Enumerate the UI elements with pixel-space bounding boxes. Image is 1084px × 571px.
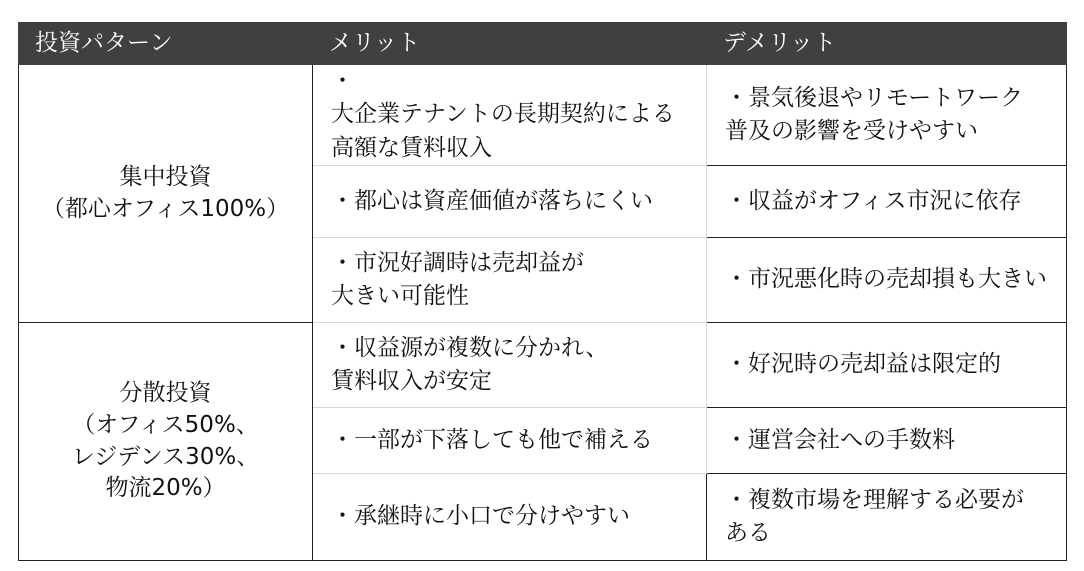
table-body	[19, 65, 1067, 561]
merit-cell: ・市況好調時は売却益が 大きい可能性	[313, 238, 707, 323]
investment-pattern-cell: 分散投資 （オフィス50%、 レジデンス30%、 物流20%）	[19, 323, 313, 561]
merit-cell: ・一部が下落しても他で補える	[313, 408, 707, 474]
merit-cell: ・都心は資産価値が落ちにくい	[313, 166, 707, 238]
table-row	[19, 323, 1067, 408]
merit-column-header: メリット	[313, 23, 707, 65]
demerit-cell: ・市況悪化時の売却損も大きい	[707, 238, 1067, 323]
demerit-cell: ・複数市場を理解する必要が ある	[707, 474, 1067, 561]
merit-cell: ・収益源が複数に分かれ、 賃料収入が安定	[313, 323, 707, 408]
investment-pattern-cell: 集中投資 （都心オフィス100%）	[19, 65, 313, 323]
investment-pattern-comparison-table	[18, 22, 1067, 561]
table-header	[19, 23, 1067, 65]
demerit-cell: ・収益がオフィス市況に依存	[707, 166, 1067, 238]
merit-cell: ・大企業テナントの長期契約による 高額な賃料収入	[313, 65, 707, 166]
demerit-cell: ・景気後退やリモートワーク 普及の影響を受けやすい	[707, 65, 1067, 166]
demerit-cell: ・運営会社への手数料	[707, 408, 1067, 474]
table-header-row	[19, 23, 1067, 65]
demerit-column-header: デメリット	[707, 23, 1067, 65]
table-row	[19, 65, 1067, 166]
merit-cell: ・承継時に小口で分けやすい	[313, 474, 707, 561]
demerit-cell: ・好況時の売却益は限定的	[707, 323, 1067, 408]
investment-pattern-column-header: 投資パターン	[19, 23, 313, 65]
